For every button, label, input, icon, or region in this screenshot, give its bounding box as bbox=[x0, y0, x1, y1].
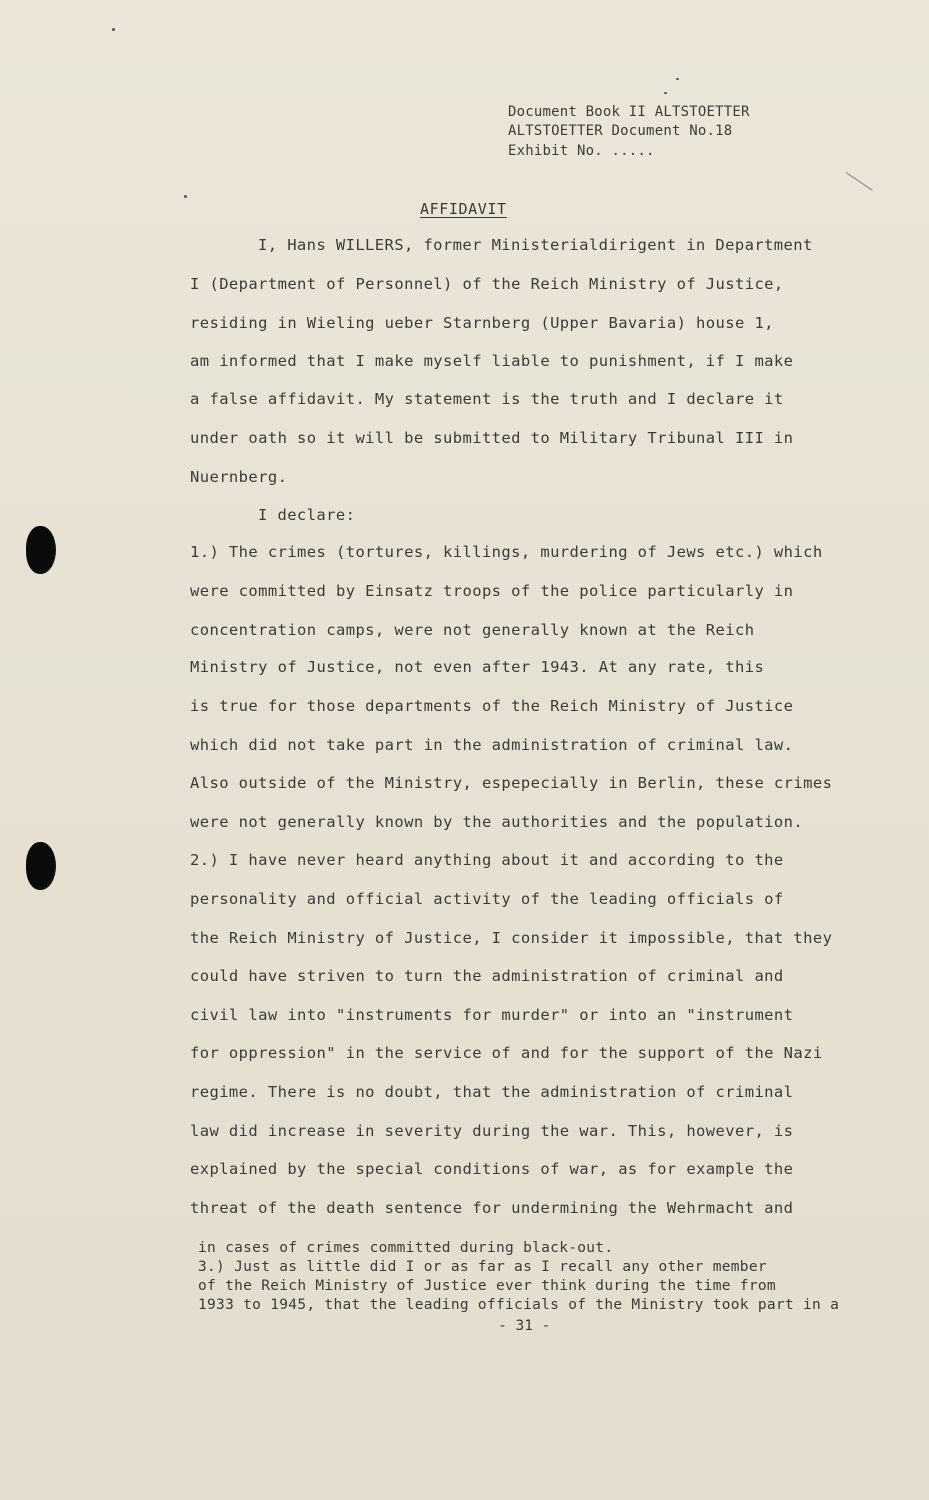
body-line-24: law did increase in severity during the war. This, however, is bbox=[190, 1122, 794, 1140]
tail-line-2: 3.) Just as little did I or as far as I recall any other member bbox=[198, 1259, 767, 1275]
body-line-3: residing in Wieling ueber Starnberg (Upper Bavaria) house 1, bbox=[190, 314, 774, 332]
paper-speck bbox=[664, 92, 667, 94]
body-line-2: I (Department of Personnel) of the Reich Ministry of Justice, bbox=[190, 275, 784, 293]
body-line-19: the Reich Ministry of Justice, I consider it impossible, that they bbox=[190, 929, 833, 947]
body-line-17: 2.) I have never heard anything about it and according to the bbox=[190, 851, 784, 869]
body-line-6: under oath so it will be submitted to Military Tribunal III in bbox=[190, 429, 794, 447]
paper-speck bbox=[184, 195, 187, 198]
body-line-11: concentration camps, were not generally known at the Reich bbox=[190, 621, 755, 639]
body-line-15: Also outside of the Ministry, espepecially in Berlin, these crimes bbox=[190, 774, 833, 792]
body-line-9: 1.) The crimes (tortures, killings, murdering of Jews etc.) which bbox=[190, 543, 823, 561]
tail-line-3: of the Reich Ministry of Justice ever think during the time from bbox=[198, 1278, 776, 1294]
body-line-4: am informed that I make myself liable to punishment, if I make bbox=[190, 352, 794, 370]
body-line-23: regime. There is no doubt, that the administration of criminal bbox=[190, 1083, 794, 1101]
body-line-25: explained by the special conditions of war, as for example the bbox=[190, 1160, 794, 1178]
body-line-5: a false affidavit. My statement is the truth and I declare it bbox=[190, 390, 784, 408]
body-line-14: which did not take part in the administration of criminal law. bbox=[190, 736, 794, 754]
punch-hole-bottom bbox=[26, 842, 56, 890]
paper-speck bbox=[676, 78, 679, 80]
body-line-18: personality and official activity of the leading officials of bbox=[190, 890, 784, 908]
body-line-10: were committed by Einsatz troops of the police particularly in bbox=[190, 582, 794, 600]
body-line-20: could have striven to turn the administration of criminal and bbox=[190, 967, 784, 985]
punch-hole-top bbox=[26, 526, 56, 574]
body-line-26: threat of the death sentence for undermining the Wehrmacht and bbox=[190, 1199, 794, 1217]
pencil-mark bbox=[846, 172, 873, 191]
body-line-8: I declare: bbox=[258, 506, 356, 524]
header-document-number: ALTSTOETTER Document No.18 bbox=[508, 123, 733, 139]
body-line-12: Ministry of Justice, not even after 1943. At any rate, this bbox=[190, 658, 765, 676]
tail-line-1: in cases of crimes committed during black-out. bbox=[198, 1240, 614, 1256]
header-exhibit: Exhibit No. ..... bbox=[508, 143, 655, 159]
body-line-16: were not generally known by the authorities and the population. bbox=[190, 813, 804, 831]
header-document-book: Document Book II ALTSTOETTER bbox=[508, 104, 750, 120]
body-line-7: Nuernberg. bbox=[190, 468, 288, 486]
body-line-22: for oppression" in the service of and for the support of the Nazi bbox=[190, 1044, 823, 1062]
tail-line-4: 1933 to 1945, that the leading officials of the Ministry took part in a bbox=[198, 1297, 840, 1313]
page-number: - 31 - bbox=[498, 1318, 551, 1334]
body-line-13: is true for those departments of the Reich Ministry of Justice bbox=[190, 697, 794, 715]
document-title: AFFIDAVIT bbox=[420, 200, 507, 218]
paper-speck bbox=[112, 28, 115, 31]
body-line-21: civil law into "instruments for murder" or into an "instrument bbox=[190, 1006, 794, 1024]
body-line-1: I, Hans WILLERS, former Ministerialdirigent in Department bbox=[258, 236, 813, 254]
